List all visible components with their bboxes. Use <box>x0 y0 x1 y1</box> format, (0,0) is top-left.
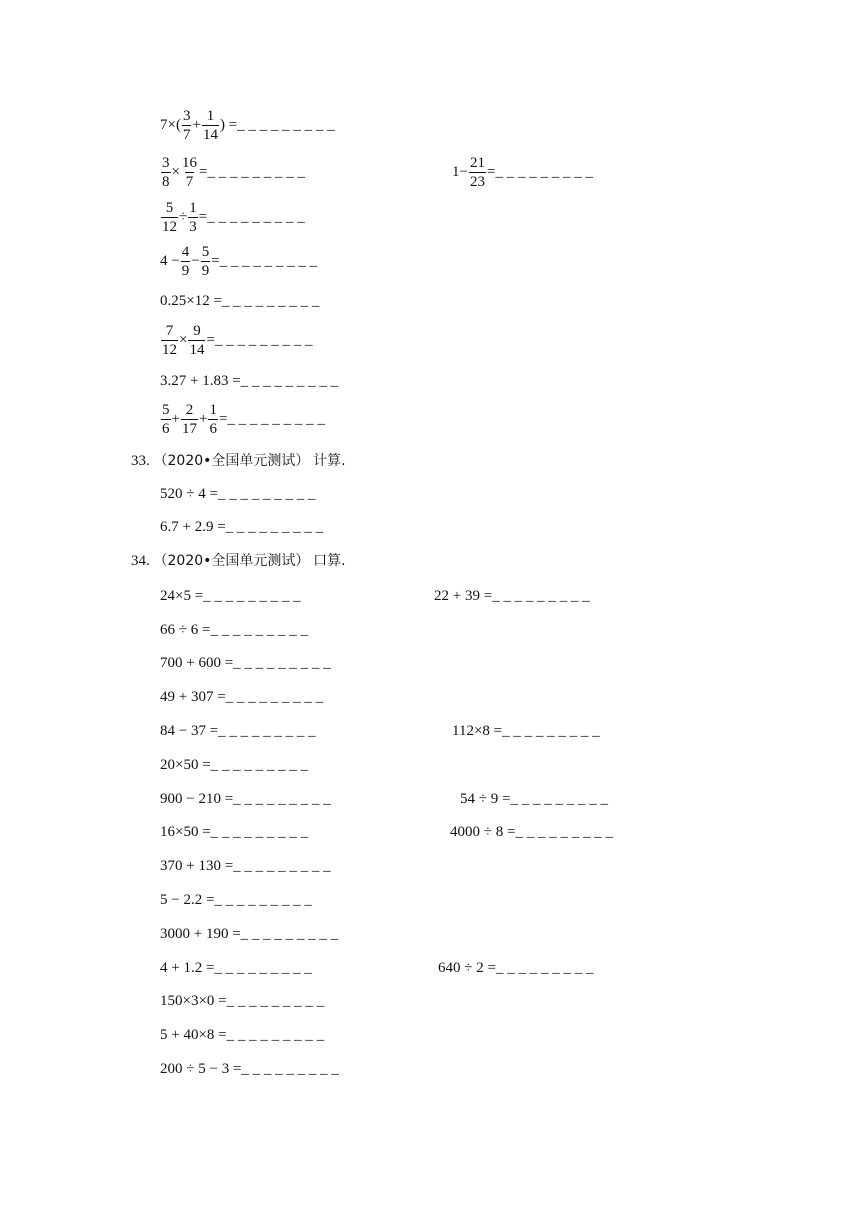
problem-4 <box>160 200 305 235</box>
expr-text: ) = <box>219 116 238 133</box>
expr-text: 3000 + 190 = <box>160 926 241 942</box>
numerator: 4 <box>181 244 190 260</box>
problem-7 <box>160 323 312 358</box>
expr-text: 640 ÷ 2 = <box>438 960 496 976</box>
q34-item <box>160 823 308 841</box>
operator: + <box>192 116 201 133</box>
expr-text: 22 + 39 = <box>434 588 493 604</box>
answer-blank[interactable]: _ _ _ _ _ _ _ _ _ <box>233 655 331 671</box>
answer-blank[interactable]: _ _ _ _ _ _ _ _ _ <box>226 993 325 1009</box>
expr-text: 150×3×0 = <box>160 993 227 1009</box>
expr-text: 5 − 2.2 = <box>160 892 215 908</box>
numerator: 21 <box>469 155 485 171</box>
numerator: 5 <box>165 200 174 216</box>
q34-item <box>160 1026 324 1044</box>
fraction <box>182 108 192 143</box>
denominator: 6 <box>162 421 170 437</box>
denominator: 14 <box>189 342 205 358</box>
answer-blank[interactable]: _ _ _ _ _ _ _ _ _ <box>207 163 305 180</box>
expr-text: 112×8 = <box>452 723 503 739</box>
q34-item <box>160 992 324 1010</box>
q34-item <box>434 587 590 605</box>
fraction <box>181 155 198 190</box>
answer-blank[interactable]: _ _ _ _ _ _ _ _ _ <box>233 791 331 807</box>
q34-item <box>460 790 608 808</box>
numerator: 1 <box>209 402 217 418</box>
question-source: （2020•全国单元测试） <box>153 553 310 569</box>
denominator: 9 <box>201 263 210 279</box>
answer-blank[interactable]: _ _ _ _ _ _ _ _ _ <box>492 588 590 604</box>
answer-blank[interactable]: _ _ _ _ _ _ _ _ _ <box>502 723 600 739</box>
expr-text: 20×50 = <box>160 757 211 773</box>
q34-item <box>160 688 323 706</box>
q34-item <box>160 857 331 875</box>
answer-blank[interactable]: _ _ _ _ _ _ _ _ _ <box>241 1061 339 1077</box>
fraction <box>181 244 191 279</box>
expr-text: = <box>198 208 208 225</box>
numerator: 2 <box>185 402 194 418</box>
numerator: 1 <box>206 108 215 124</box>
denominator: 12 <box>162 219 177 235</box>
expr-text: = <box>198 163 208 180</box>
problem-3 <box>452 155 593 190</box>
q34-item <box>160 756 308 774</box>
problem-8 <box>160 372 338 390</box>
answer-blank[interactable]: _ _ _ _ _ _ _ _ _ <box>227 410 325 427</box>
answer-blank[interactable]: _ _ _ _ _ _ _ _ _ <box>214 892 312 908</box>
question-number: 33. <box>131 453 150 469</box>
numerator: 1 <box>189 200 197 216</box>
answer-blank[interactable]: _ _ _ _ _ _ _ _ _ <box>225 519 324 535</box>
fraction <box>188 200 198 235</box>
q34-item <box>160 722 316 740</box>
numerator: 3 <box>162 155 170 171</box>
answer-blank[interactable]: _ _ _ _ _ _ _ _ _ <box>214 331 313 348</box>
expr-text: 54 ÷ 9 = <box>460 791 511 807</box>
q34-item <box>160 891 312 909</box>
q34-item <box>450 823 613 841</box>
expr-text: 4000 ÷ 8 = <box>450 824 516 840</box>
expr-text: 3.27 + 1.83 = <box>160 373 241 389</box>
expr-text: 84 − 37 = <box>160 723 219 739</box>
q34-item <box>160 790 331 808</box>
q34-item <box>160 587 301 605</box>
expr-text: 4 − <box>160 252 180 269</box>
expr-text: 6.7 + 2.9 = <box>160 519 226 535</box>
problem-1 <box>160 108 335 143</box>
expr-text: = <box>486 163 496 180</box>
answer-blank[interactable]: _ _ _ _ _ _ _ _ _ <box>515 824 613 840</box>
fraction <box>161 200 178 235</box>
question-source: （2020•全国单元测试） <box>153 453 310 469</box>
answer-blank[interactable]: _ _ _ _ _ _ _ _ _ <box>495 163 593 180</box>
answer-blank[interactable]: _ _ _ _ _ _ _ _ _ <box>217 486 316 502</box>
fraction <box>181 402 198 437</box>
fraction <box>161 155 171 190</box>
answer-blank[interactable]: _ _ _ _ _ _ _ _ _ <box>219 252 318 269</box>
operator: ÷ <box>179 208 188 225</box>
numerator: 16 <box>181 155 197 171</box>
operator: + <box>171 410 180 427</box>
fraction <box>208 402 218 437</box>
answer-blank[interactable]: _ _ _ _ _ _ _ _ _ <box>225 689 324 705</box>
denominator: 14 <box>202 127 218 143</box>
expr-text: = <box>218 410 228 427</box>
answer-blank[interactable]: _ _ _ _ _ _ _ _ _ <box>210 622 308 638</box>
expr-text: 0.25×12 = <box>160 293 222 309</box>
q34-item <box>160 1060 339 1078</box>
expr-text: 7×( <box>160 116 181 133</box>
answer-blank[interactable]: _ _ _ _ _ _ _ _ _ <box>226 1027 325 1043</box>
fraction <box>469 155 486 190</box>
fraction <box>188 323 205 358</box>
problem-2 <box>160 155 305 190</box>
answer-blank[interactable]: _ _ _ _ _ _ _ _ _ <box>240 373 339 389</box>
question-title: 口算. <box>313 553 346 569</box>
expr-text: 700 + 600 = <box>160 655 234 671</box>
fraction <box>201 244 211 279</box>
operator: × <box>179 331 188 348</box>
denominator: 23 <box>469 174 485 190</box>
answer-blank[interactable]: _ _ _ _ _ _ _ _ _ <box>510 791 608 807</box>
numerator: 9 <box>193 323 201 339</box>
expr-text: 66 ÷ 6 = <box>160 622 211 638</box>
expr-text: 4 + 1.2 = <box>160 960 215 976</box>
expr-text: 200 ÷ 5 − 3 = <box>160 1061 242 1077</box>
denominator: 7 <box>182 127 191 143</box>
denominator: 7 <box>185 174 194 190</box>
numerator: 7 <box>165 323 174 339</box>
expr-text: = <box>206 331 215 348</box>
denominator: 17 <box>181 421 197 437</box>
denominator: 9 <box>181 263 190 279</box>
answer-blank[interactable]: _ _ _ _ _ _ _ _ _ <box>207 208 305 225</box>
problem-5 <box>160 244 317 279</box>
answer-blank[interactable]: _ _ _ _ _ _ _ _ _ <box>210 824 309 840</box>
operator: × <box>171 163 180 180</box>
denominator: 6 <box>209 421 217 437</box>
numerator: 3 <box>182 108 191 124</box>
question-title: 计算. <box>313 453 346 469</box>
q34-item <box>160 925 338 943</box>
q34-item <box>438 959 593 977</box>
q34-item <box>452 722 600 740</box>
expr-text: 1− <box>452 163 468 180</box>
question-number: 34. <box>131 553 150 569</box>
numerator: 5 <box>201 244 210 260</box>
expr-text: 520 ÷ 4 = <box>160 486 218 502</box>
problem-6 <box>160 292 319 310</box>
q33-item <box>160 485 315 503</box>
answer-blank[interactable]: _ _ _ _ _ _ _ _ _ <box>210 757 309 773</box>
q34-item <box>160 621 308 639</box>
expr-text: 24×5 = <box>160 588 204 604</box>
fraction <box>202 108 219 143</box>
denominator: 3 <box>189 219 197 235</box>
operator: + <box>198 410 208 427</box>
problem-9 <box>160 402 325 437</box>
numerator: 5 <box>162 402 170 418</box>
expr-text: 900 − 210 = <box>160 791 234 807</box>
expr-text: 370 + 130 = <box>160 858 234 874</box>
answer-blank[interactable]: _ _ _ _ _ _ _ _ _ <box>240 926 339 942</box>
expr-text: = <box>211 252 220 269</box>
answer-blank[interactable]: _ _ _ _ _ _ _ _ _ <box>233 858 331 874</box>
operator: − <box>191 252 200 269</box>
expr-text: 5 + 40×8 = <box>160 1027 227 1043</box>
denominator: 12 <box>162 342 177 358</box>
answer-blank[interactable]: _ _ _ _ _ _ _ _ _ <box>214 960 312 976</box>
fraction <box>161 402 171 437</box>
fraction <box>161 323 178 358</box>
answer-blank[interactable]: _ _ _ _ _ _ _ _ _ <box>237 116 335 133</box>
denominator: 8 <box>162 174 170 190</box>
q34-item <box>160 959 312 977</box>
expr-text: 16×50 = <box>160 824 211 840</box>
answer-blank[interactable]: _ _ _ _ _ _ _ _ _ <box>221 293 320 309</box>
q34-item <box>160 654 331 672</box>
q33-item <box>160 518 323 536</box>
answer-blank[interactable]: _ _ _ _ _ _ _ _ _ <box>495 960 594 976</box>
answer-blank[interactable]: _ _ _ _ _ _ _ _ _ <box>203 588 301 604</box>
expr-text: 49 + 307 = <box>160 689 226 705</box>
question-34-heading <box>131 552 346 570</box>
answer-blank[interactable]: _ _ _ _ _ _ _ _ _ <box>218 723 316 739</box>
question-33-heading <box>131 452 346 470</box>
